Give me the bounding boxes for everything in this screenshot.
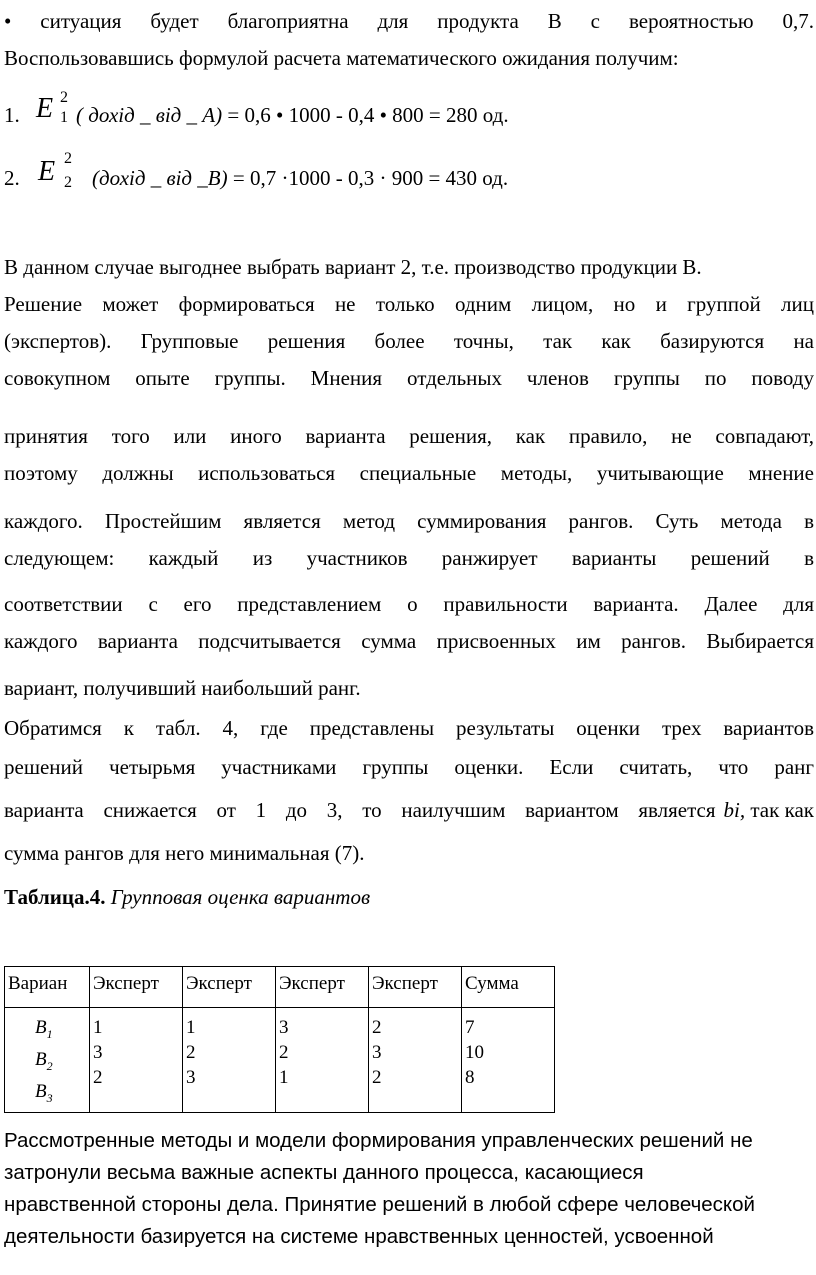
variant-subscript: 2 [46,1058,53,1073]
table-cell-expert-2 [183,1008,276,1113]
text-line: В данном случае выгоднее выбрать вариант 2, т.е. производство продукции В. [4,255,702,279]
text-line: (экспертов). Групповые решения более точны, так как базируются на [4,329,814,353]
text-line: принятия того или иного варианта решения, как правило, не совпадают, [4,424,814,448]
table-caption-number: Таблица.4. [4,885,106,909]
rank-value: 2 [93,1067,103,1088]
formula-expression [76,103,509,128]
rank-value: 3 [186,1067,196,1088]
text-line: деятельности базируется на системе нравственных ценностей, усвоенной [4,1225,714,1248]
text-line: затронули весьма важные аспекты данного процесса, касающиеся [4,1161,644,1184]
text-line: Воспользовавшись формулой расчета математического ожидания получим: [4,46,679,70]
formula-subscript: 2 [64,174,72,191]
table-cell-sum [462,1008,555,1113]
text-line: сумма рангов для него минимальная (7). [4,841,365,865]
variant-label [35,1015,86,1047]
text-line: следующем: каждый из участников ранжирует варианты решений в [4,546,814,570]
variant-subscript: 3 [46,1090,53,1105]
text-line: • ситуация будет благоприятна для продукта В с вероятностью 0,7. [4,9,814,33]
text-line: Решение может формироваться не только одним лицом, но и группой лиц [4,292,814,316]
text-line [4,795,814,825]
table-header-cell: Сумма [462,967,555,1008]
text-segment-end: так как [745,798,814,822]
rank-value: 1 [186,1017,196,1038]
rank-value: 3 [279,1017,289,1038]
formula-number: 2. [4,166,20,190]
rank-value: 3 [93,1042,103,1063]
formula-expression [92,166,508,191]
formula-expression-italic: ( дохід _ від _ А) [76,103,223,127]
formula-subscript: 1 [60,109,68,126]
formula-number: 1. [4,103,20,127]
formula-superscript: 2 [60,89,68,106]
formula-symbol: E [38,156,56,187]
rank-value: 1 [279,1067,289,1088]
formula-expression-value: = 0,6 • 1000 - 0,4 • 800 = 280 од. [222,103,509,127]
table-cell-expert-3 [276,1008,369,1113]
table-cell-expert-1 [90,1008,183,1113]
text-line: каждого варианта подсчитывается сумма присвоенных им рангов. Выбирается [4,629,814,653]
table-header-cell: Вариан [5,967,90,1008]
text-line: решений четырьмя участниками группы оценки. Если считать, что ранг [4,755,814,779]
rank-value: 2 [372,1067,382,1088]
variant-label [35,1047,86,1079]
variant-label [35,1079,86,1111]
variant-reference: bi, [723,798,746,822]
table-header-cell: Эксперт [183,967,276,1008]
rank-value: 1 [93,1017,103,1038]
text-segment: вариантa снижается от 1 до 3, то наилучшим вариантом является [4,798,716,822]
text-line: нравственной стороны дела. Принятие решений в любой сфере человеческой [4,1193,755,1216]
rank-value: 2 [279,1042,289,1063]
formula-expression-italic: (дохід _ від _В) [92,166,228,190]
formula-superscript: 2 [64,150,72,167]
table-header-cell: Эксперт [276,967,369,1008]
formula-2 [4,150,704,206]
text-line: каждого. Простейшим является метод суммирования рангов. Суть метода в [4,509,814,533]
sum-value: 10 [465,1042,484,1063]
variant-subscript: 1 [46,1026,53,1041]
variant-letter: B [35,1048,47,1070]
rank-value: 3 [372,1042,382,1063]
text-line: совокупном опыте группы. Мнения отдельных членов группы по поводу [4,366,814,390]
variant-letter: B [35,1080,47,1102]
formula-expression-value: = 0,7 ·1000 - 0,3 · 900 = 430 од. [227,166,509,190]
text-line: вариант, получивший наибольший ранг. [4,676,361,700]
sum-value: 8 [465,1067,475,1088]
variant-letter: B [35,1017,47,1038]
sum-value: 7 [465,1017,475,1038]
table-header-cell: Эксперт [90,967,183,1008]
formula-1 [4,89,704,143]
formula-symbol: E [36,93,54,124]
table-cell-variants [5,1008,90,1113]
table-row [5,1008,555,1113]
text-line: поэтому должны использоваться специальные методы, учитывающие мнение [4,461,814,485]
rank-value: 2 [186,1042,196,1063]
text-segment-tail [724,795,814,825]
group-evaluation-table [4,966,555,1113]
rank-value: 2 [372,1017,382,1038]
text-line: соответствии с его представлением о правильности варианта. Далее для [4,592,814,616]
text-line: Рассмотренные методы и модели формирования управленческих решений не [4,1129,753,1152]
table-caption-title: Групповая оценка вариантов [105,885,371,909]
table-header-cell: Эксперт [369,967,462,1008]
text-line: Обратимся к табл. 4, где представлены результаты оценки трех вариантов [4,716,814,740]
table-header-row [5,967,555,1008]
table-caption [4,882,814,912]
table-cell-expert-4 [369,1008,462,1113]
